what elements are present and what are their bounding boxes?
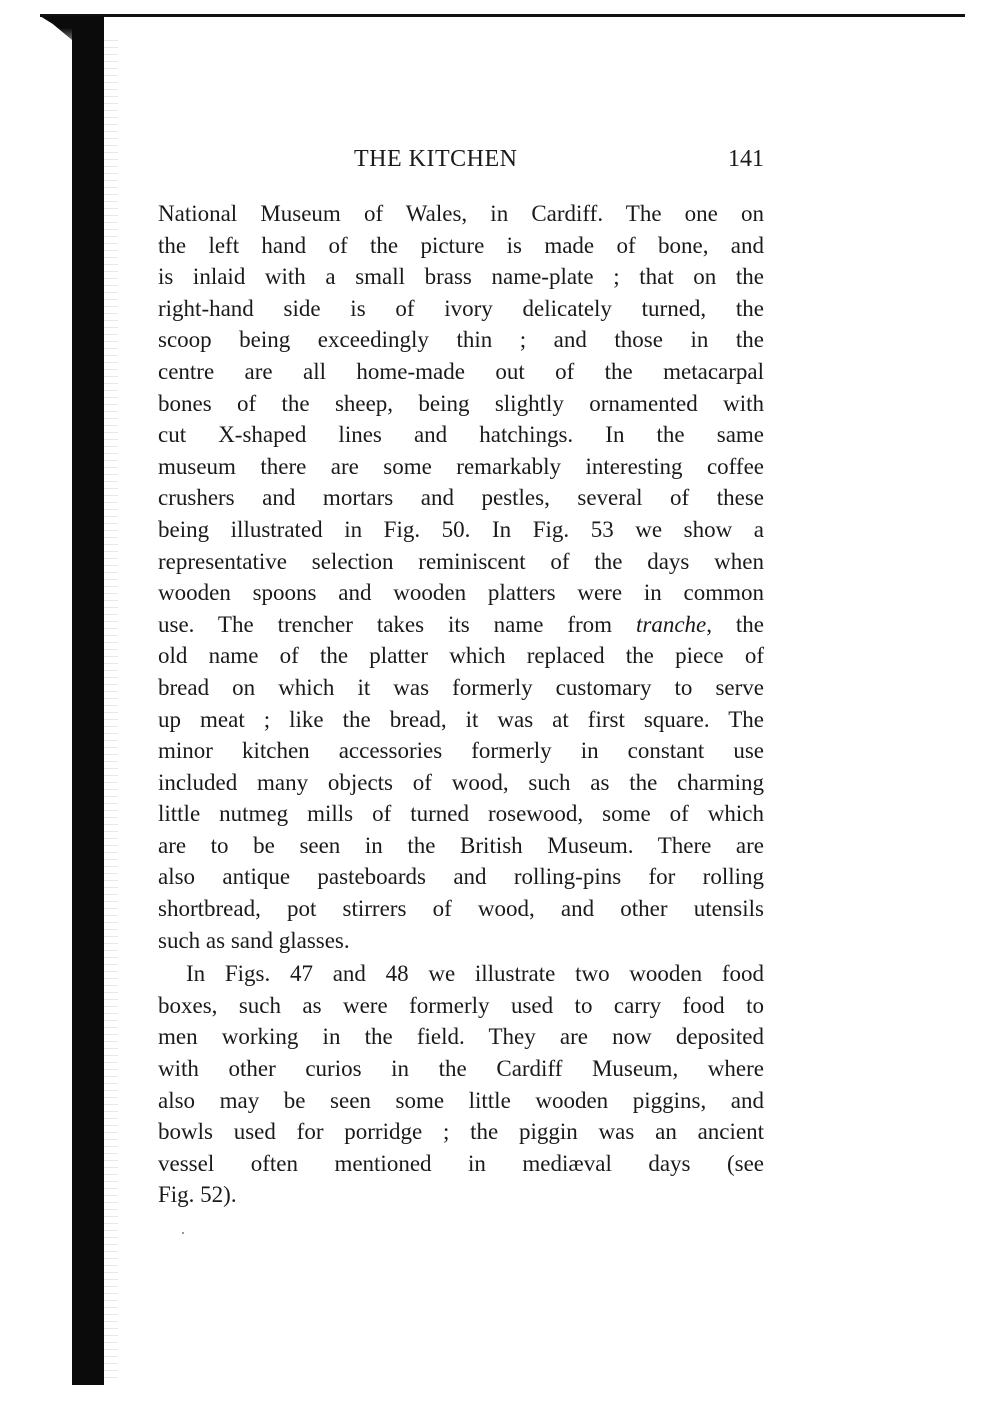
scan-spine-dust bbox=[104, 40, 118, 1380]
text-line: also antique pasteboards and rolling-pins for rolling bbox=[158, 864, 764, 890]
body-text bbox=[158, 198, 764, 1211]
text-line-with-italic bbox=[158, 609, 764, 641]
text-line: men working in the field. They are now deposited bbox=[158, 1024, 764, 1050]
text-line: bread on which it was formerly customary to serve bbox=[158, 674, 764, 700]
text-line: National Museum of Wales, in Cardiff. The one on bbox=[158, 201, 764, 226]
page-number: 141 bbox=[728, 146, 764, 172]
text-line: such as sand glasses. bbox=[158, 927, 350, 953]
text-line: museum there are some remarkably interesting coffee bbox=[158, 453, 764, 479]
page-header bbox=[158, 146, 764, 178]
text-line: scoop being exceedingly thin ; and those in the bbox=[158, 327, 764, 353]
text-line: up meat ; like the bread, it was at first square. The bbox=[158, 706, 764, 732]
text-line: cut X-shaped lines and hatchings. In the same bbox=[158, 422, 764, 448]
text-line: Fig. 52). bbox=[158, 1182, 237, 1208]
text-line: included many objects of wood, such as the charming bbox=[158, 769, 764, 795]
text-line: shortbread, pot stirrers of wood, and other utensils bbox=[158, 896, 764, 922]
scan-top-edge bbox=[40, 14, 965, 17]
scan-spine-shadow bbox=[72, 20, 104, 1385]
text-line: are to be seen in the British Museum. There are bbox=[158, 832, 764, 858]
text-line: being illustrated in Fig. 50. In Fig. 53 we show a bbox=[158, 516, 764, 542]
italic-word: tranche bbox=[635, 611, 707, 637]
text-line: with other curios in the Cardiff Museum, where bbox=[158, 1056, 764, 1082]
scan-speck bbox=[182, 1232, 184, 1234]
text-line: bones of the sheep, being slightly ornamented with bbox=[158, 390, 764, 416]
text-segment: , the bbox=[706, 611, 765, 637]
text-line: wooden spoons and wooden platters were in common bbox=[158, 580, 764, 606]
text-line: bowls used for porridge ; the piggin was an ancient bbox=[158, 1119, 764, 1145]
text-line: boxes, such as were formerly used to carry food to bbox=[158, 992, 764, 1018]
text-segment: use. The trencher takes its name from bbox=[158, 611, 613, 637]
text-line: little nutmeg mills of turned rosewood, some of which bbox=[158, 801, 764, 827]
text-line: representative selection reminiscent of the days when bbox=[158, 548, 764, 574]
text-line: right-hand side is of ivory delicately turned, the bbox=[158, 295, 764, 321]
text-line: centre are all home-made out of the metacarpal bbox=[158, 358, 764, 384]
text-line: the left hand of the picture is made of bone, and bbox=[158, 232, 764, 258]
text-line: crushers and mortars and pestles, several of these bbox=[158, 485, 764, 511]
text-line: is inlaid with a small brass name-plate ; that on the bbox=[158, 264, 764, 290]
text-line: minor kitchen accessories formerly in constant use bbox=[158, 738, 764, 764]
text-line: old name of the platter which replaced the piece of bbox=[158, 643, 764, 669]
text-line: In Figs. 47 and 48 we illustrate two wooden food bbox=[186, 961, 764, 987]
running-head: THE KITCHEN bbox=[354, 146, 518, 172]
text-line: vessel often mentioned in mediæval days (see bbox=[158, 1150, 764, 1176]
text-line: also may be seen some little wooden piggins, and bbox=[158, 1087, 764, 1113]
